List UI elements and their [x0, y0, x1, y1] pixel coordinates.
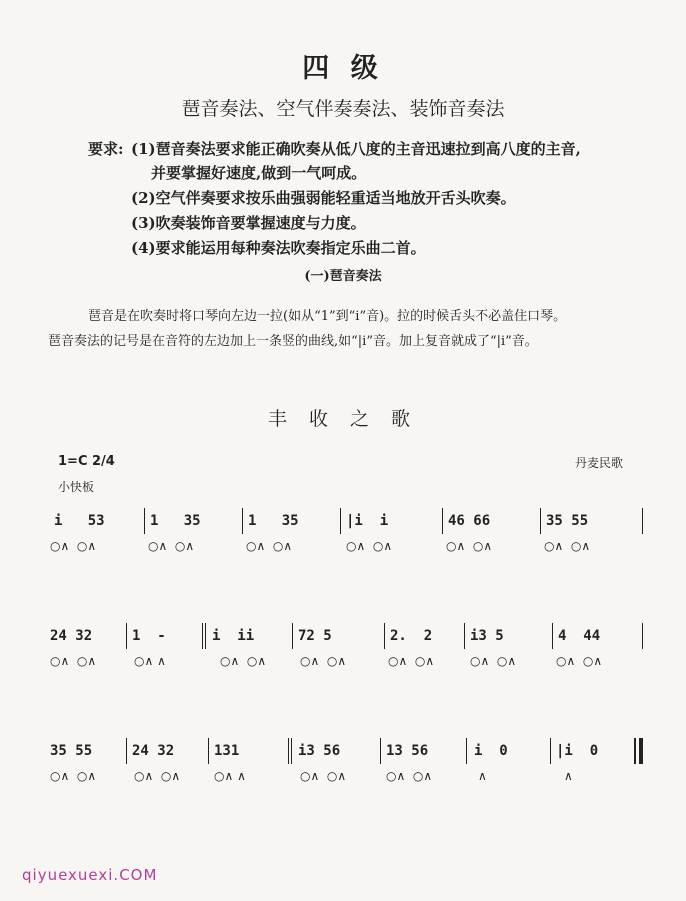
mark-group: ○∧ ○∧ [346, 539, 393, 553]
requirement-item: (2)空气伴奏要求按乐曲强弱能轻重适当地放开舌头吹奏。 [131, 189, 516, 207]
measure: 46 66 [448, 513, 491, 529]
requirement-item: (1)琶音奏法要求能正确吹奏从低八度的主音迅速拉到高八度的主音, [131, 140, 581, 158]
measure: |i 0 [556, 743, 599, 759]
mark-group: ○∧ ○∧ [148, 539, 195, 553]
barline [642, 508, 643, 534]
paragraph: 琶音奏法的记号是在音符的左边加上一条竖的曲线,如“|i”音。加上复音就成了“|i”音。 [48, 334, 538, 349]
measure: 24 32 [50, 628, 93, 644]
mark-group: ∧ [564, 769, 573, 783]
requirement-item: (4)要求能运用每种奏法吹奏指定乐曲二首。 [131, 239, 426, 257]
barline [340, 508, 341, 534]
barline [126, 738, 127, 764]
barline [292, 623, 293, 649]
mark-group: ○∧ ○∧ [300, 654, 347, 668]
mark-group: ○∧ ○∧ [386, 769, 433, 783]
mark-group: ○∧ ○∧ [556, 654, 603, 668]
mark-group: ○∧ ○∧ [50, 539, 97, 553]
mark-group: ○∧ ∧ [134, 654, 166, 668]
level-title: 四 级 [302, 53, 384, 84]
measure: 1 35 [248, 513, 299, 529]
measure: i 0 [474, 743, 508, 759]
measure: i3 5 [470, 628, 504, 644]
mark-group: ○∧ ○∧ [388, 654, 435, 668]
requirements-label: 要求: [88, 140, 124, 158]
requirement-item: 并要掌握好速度,做到一气呵成。 [151, 164, 367, 182]
score-row [50, 623, 650, 693]
key-signature: 1=C 2/4 [58, 454, 115, 469]
mark-group: ○∧ ○∧ [50, 654, 97, 668]
subtitle: 琶音奏法、空气伴奏奏法、装饰音奏法 [181, 98, 505, 120]
mark-group: ∧ [478, 769, 487, 783]
barline [552, 623, 553, 649]
barline [466, 738, 467, 764]
mark-group: ○∧ ○∧ [544, 539, 591, 553]
measure: i3 56 [298, 743, 341, 759]
mark-group: ○∧ ○∧ [134, 769, 181, 783]
barline [380, 738, 381, 764]
barline [208, 738, 209, 764]
mark-group: ○∧ ○∧ [470, 654, 517, 668]
measure: i 53 [54, 513, 105, 529]
mark-group: ○∧ ○∧ [220, 654, 267, 668]
barline [550, 738, 551, 764]
barline [242, 508, 243, 534]
final-barline [634, 738, 636, 764]
requirement-item: (3)吹奏装饰音要掌握速度与力度。 [131, 214, 366, 232]
measure: 1 35 [150, 513, 201, 529]
measure: 1 - [132, 628, 166, 644]
mark-group: ○∧ ○∧ [50, 769, 97, 783]
mark-group: ○∧ ○∧ [300, 769, 347, 783]
composer: 丹麦民歌 [575, 456, 624, 470]
measure: 4 44 [558, 628, 601, 644]
song-title: 丰 收 之 歌 [267, 408, 419, 430]
measure: 72 5 [298, 628, 332, 644]
tempo-marking: 小快板 [58, 480, 95, 494]
mark-group: ○∧ ○∧ [446, 539, 493, 553]
repeat-barline [202, 623, 206, 649]
barline [144, 508, 145, 534]
barline [442, 508, 443, 534]
barline [126, 623, 127, 649]
barline [384, 623, 385, 649]
mark-group: ○∧ ∧ [214, 769, 246, 783]
repeat-barline [288, 738, 292, 764]
section-heading: (一)琶音奏法 [304, 269, 382, 284]
measure: 24 32 [132, 743, 175, 759]
measure: 35 55 [50, 743, 93, 759]
measure: i ii [212, 628, 255, 644]
measure: 131 [214, 743, 240, 759]
barline [464, 623, 465, 649]
site-watermark: qiyuexuexi.COM [22, 866, 158, 884]
mark-group: ○∧ ○∧ [246, 539, 293, 553]
barline [642, 623, 643, 649]
measure: 35 55 [546, 513, 589, 529]
measure: |i i [346, 513, 389, 529]
measure: 13 56 [386, 743, 429, 759]
barline [540, 508, 541, 534]
score-row [50, 738, 650, 808]
measure: 2. 2 [390, 628, 433, 644]
paragraph: 琶音是在吹奏时将口琴向左边一拉(如从“1”到“i”音)。拉的时候舌头不必盖住口琴。 [88, 309, 567, 324]
score-row [50, 508, 650, 578]
